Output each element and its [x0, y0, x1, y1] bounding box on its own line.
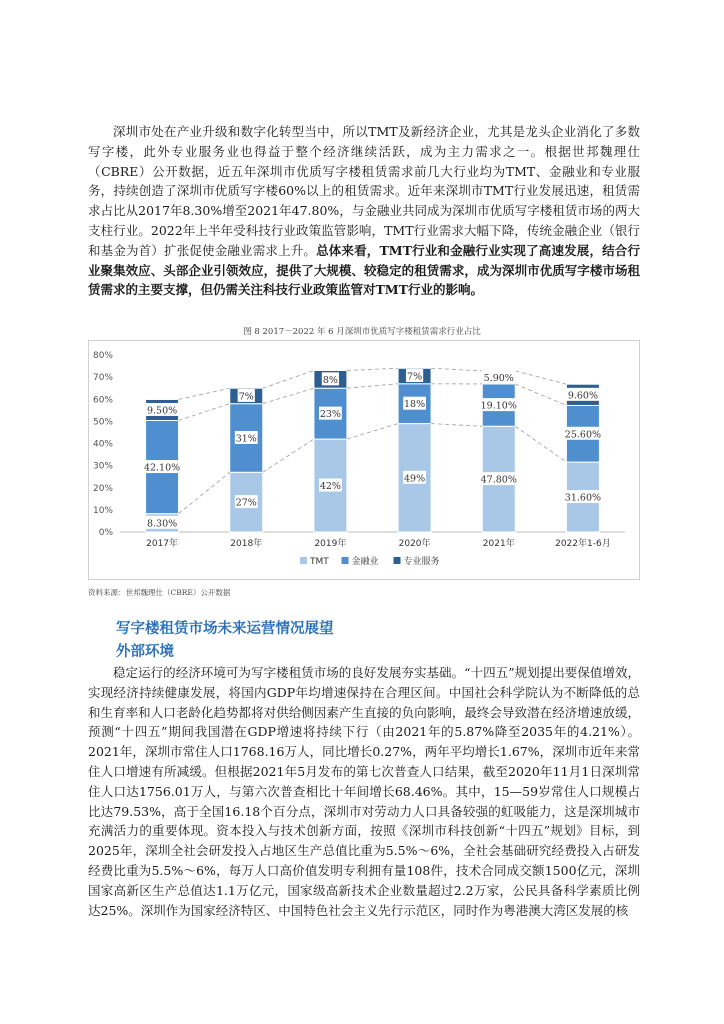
- x-tick-label: 2022年1-6月: [555, 539, 611, 549]
- x-tick-label: 2017年: [146, 539, 179, 549]
- data-label: 47.80%: [480, 474, 517, 486]
- y-tick-label: 20%: [92, 483, 113, 494]
- x-tick-label: 2021年: [482, 539, 515, 549]
- chart-canvas: [88, 340, 640, 580]
- data-label: 19.10%: [480, 400, 517, 412]
- x-tick-label: 2020年: [398, 539, 431, 549]
- data-label: 25.60%: [564, 429, 602, 441]
- y-tick-label: 70%: [92, 373, 113, 384]
- figure-source: 资料来源：世邦魏理仕（CBRE）公开数据: [88, 588, 231, 597]
- data-label: 42.10%: [143, 462, 181, 474]
- x-tick-label: 2018年: [230, 539, 263, 549]
- data-label: 9.50%: [146, 405, 178, 417]
- data-label: 9.60%: [567, 390, 599, 402]
- figure-caption: 图 8 2017－2022 年 6 月深圳市优质写字楼租赁需求行业占比: [243, 327, 481, 337]
- paragraph-text: 深圳市处在产业升级和数字化转型当中，所以TMT及新经济企业，尤其是龙头企业消化了多数写字楼，此外专业服务业也得益于整个经济继续活跃，成为主力需求之一。根据世邦魏理仕（CBRE）公开数据，近五年深圳市优质写字楼租赁需求前几大行业均为TMT、金融业和专业服务，持续创造了深圳市优质写字楼60%以上的租赁需求。近年来深圳市TMT行业发展迅速，租赁需求占比从2017年8.30%增至2021年47.80%，与金融业共同成为深圳市优质写字楼租赁市场的两大支柱行业。2022年上半年受科技行业政策监管影响，TMT行业需求大幅下降，传统金融企业（银行和基金为首）扩张促使金融业需求上升。: [88, 124, 640, 258]
- y-tick-label: 60%: [92, 395, 113, 406]
- data-label: 8.30%: [146, 518, 178, 530]
- y-tick-label: 0%: [98, 528, 113, 538]
- y-tick-label: 50%: [92, 417, 113, 428]
- data-label: 8%: [322, 374, 338, 386]
- data-label: 18%: [404, 399, 426, 411]
- y-tick-label: 80%: [92, 351, 113, 361]
- x-tick-label: 2019年: [314, 539, 347, 549]
- data-label: 49%: [404, 473, 426, 485]
- data-label: 7%: [407, 371, 423, 383]
- data-label: 5.90%: [483, 372, 514, 384]
- data-label: 23%: [319, 409, 341, 421]
- paragraph-bold-conclusion: 总体来看，TMT行业和金融行业实现了高速发展，结合行业聚集效应、头部企业引领效应，提供了大规模、较稳定的租赁需求，成为深圳市优质写字楼市场租赁需求的主要支撑，但仍需关注科技行业政策监管对TMT行业的影响。: [88, 242, 640, 298]
- y-tick-label: 10%: [92, 505, 113, 516]
- data-label: 42%: [319, 481, 341, 493]
- data-label: 27%: [235, 497, 257, 509]
- legend-swatch: [342, 557, 349, 564]
- subsection-heading: 外部环境: [116, 644, 174, 660]
- paragraph-external-environment: 稳定运行的经济环境可为写字楼租赁市场的良好发展夯实基础。“十四五”规划提出要保值增效，实现经济持续健康发展，将国内GDP年均增速保持在合理区间。中国社会科学院认为不断降低的总和生育率和人口老龄化趋势都将对供给侧因素产生直接的负向影响，最终会导致潜在经济增速放缓，预测“十四五”期间我国潜在GDP增速将持续下行（由2021年的5.87%降至2035年的4.21%）。2021年，深圳市常住人口1768.16万人，同比增长0.27%，两年平均增长1.67%，深圳市近年来常住人口增速有所减缓。但根据2021年5月发布的第七次普查人口结果，截至2020年11月1日深圳常住人口达1756.01万人，与第六次普查相比十年间增长68.46%。其中，15—59岁常住人口规模占比达79.53%，高于全国16.18个百分点，深圳市对劳动力人口具备较强的虹吸能力，这是深圳城市充满活力的重要体现。资本投入与技术创新方面，按照《深圳市科技创新“十四五”规划》目标，到2025年，深圳全社会研发投入占地区生产总值比重为5.5%～6%，全社会基础研究经费投入占研发经费比重为5.5%～6%，每万人口高价值发明专利拥有量108件，技术合同成交额1500亿元，深圳国家高新区生产总值达1.1万亿元，国家级高新技术企业数量超过2.2万家，公民具备科学素质比例达25%。深圳作为国家经济特区、中国特色社会主义先行示范区，同时作为粤港澳大湾区发展的核: [88, 665, 640, 918]
- section-heading: 写字楼租赁市场未来运营情况展望: [116, 621, 334, 637]
- legend-swatch: [300, 557, 307, 564]
- y-tick-label: 30%: [92, 461, 113, 472]
- paragraph-tenant-demand: [88, 122, 640, 300]
- stacked-bar-chart: [88, 340, 640, 580]
- data-label: 7%: [238, 391, 254, 403]
- data-label: 31.60%: [564, 492, 602, 504]
- data-label: 31%: [235, 433, 257, 445]
- legend-label: 专业服务: [403, 557, 440, 567]
- legend-swatch: [394, 557, 401, 564]
- legend-label: TMT: [310, 557, 329, 567]
- y-tick-label: 40%: [92, 439, 113, 450]
- legend-label: 金融业: [351, 557, 379, 567]
